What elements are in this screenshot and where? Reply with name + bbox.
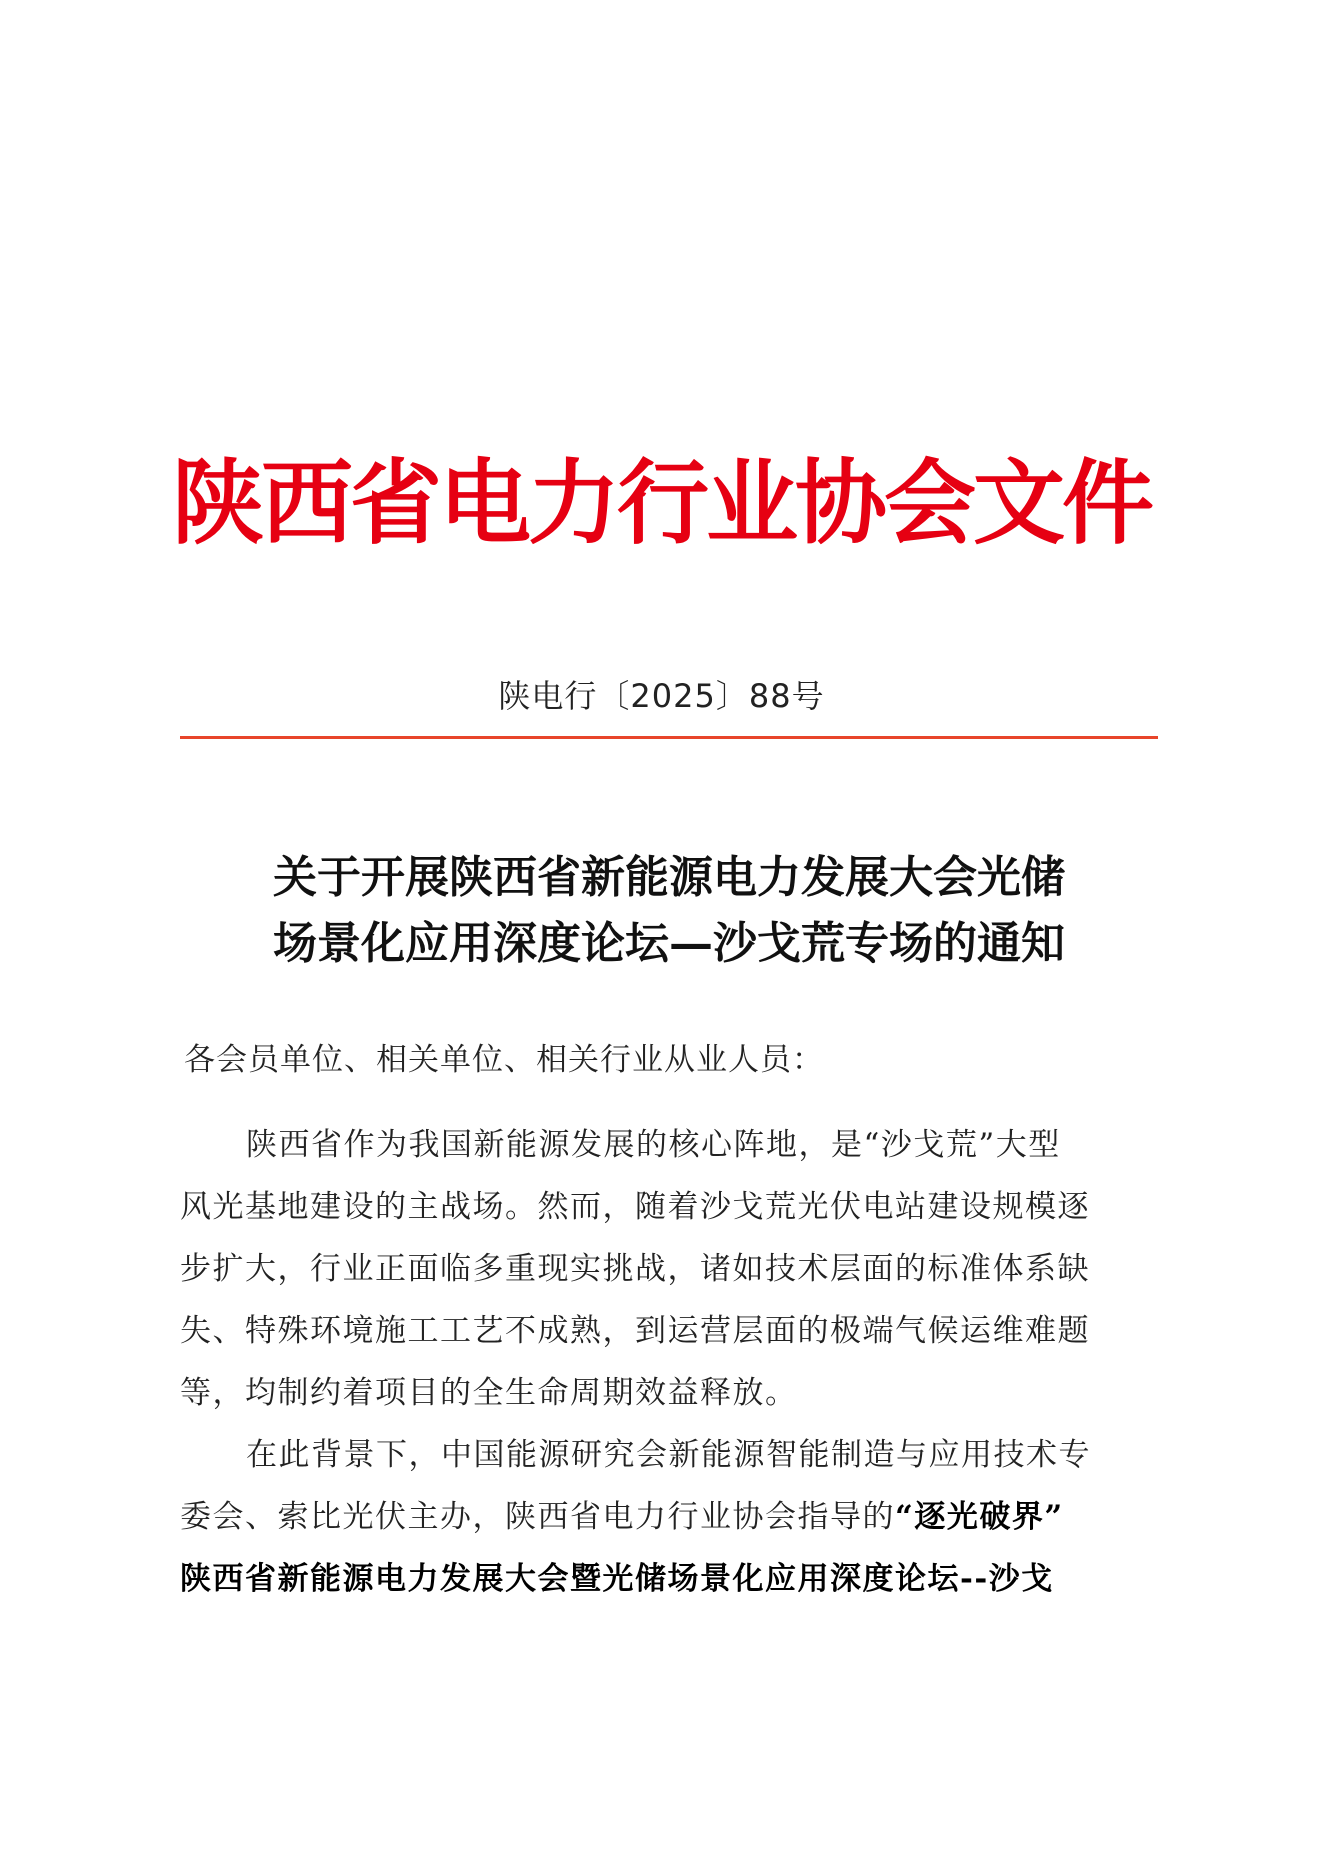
paragraph-2-line-2-text: 委会、索比光伏主办，陕西省电力行业协会指导的 bbox=[180, 1499, 895, 1535]
notice-title-line-2: 场景化应用深度论坛—沙戈荒专场的通知 bbox=[273, 918, 1065, 969]
paragraph-2-line-2 bbox=[180, 1486, 1160, 1548]
notice-title bbox=[180, 845, 1158, 977]
paragraph-1-line-3: 步扩大，行业正面临多重现实挑战，诸如技术层面的标准体系缺 bbox=[180, 1251, 1090, 1287]
issuer-masthead: 陕西省电力行业协会文件 bbox=[171, 449, 1151, 557]
event-name-quote: “逐光破界” bbox=[895, 1499, 1064, 1535]
salutation: 各会员单位、相关单位、相关行业从业人员： bbox=[184, 1042, 824, 1078]
paragraph-1-line-5: 等，均制约着项目的全生命周期效益释放。 bbox=[180, 1375, 798, 1411]
paragraph-2-line-1: 在此背景下，中国能源研究会新能源智能制造与应用技术专 bbox=[246, 1437, 1091, 1473]
paragraph-2-line-3: 陕西省新能源电力发展大会暨光储场景化应用深度论坛--沙戈 bbox=[180, 1561, 1054, 1597]
body-paragraph-2 bbox=[180, 1424, 1160, 1610]
paragraph-1-line-2: 风光基地建设的主战场。然而，随着沙戈荒光伏电站建设规模逐 bbox=[180, 1189, 1090, 1225]
paragraph-1-line-1: 陕西省作为我国新能源发展的核心阵地，是“沙戈荒”大型 bbox=[246, 1127, 1061, 1163]
notice-title-line-1: 关于开展陕西省新能源电力发展大会光储 bbox=[273, 852, 1065, 903]
body-paragraph-1 bbox=[180, 1114, 1160, 1424]
red-divider-line bbox=[180, 736, 1158, 739]
document-number: 陕电行〔2025〕88号 bbox=[498, 677, 825, 715]
paragraph-1-line-4: 失、特殊环境施工工艺不成熟，到运营层面的极端气候运维难题 bbox=[180, 1313, 1090, 1349]
